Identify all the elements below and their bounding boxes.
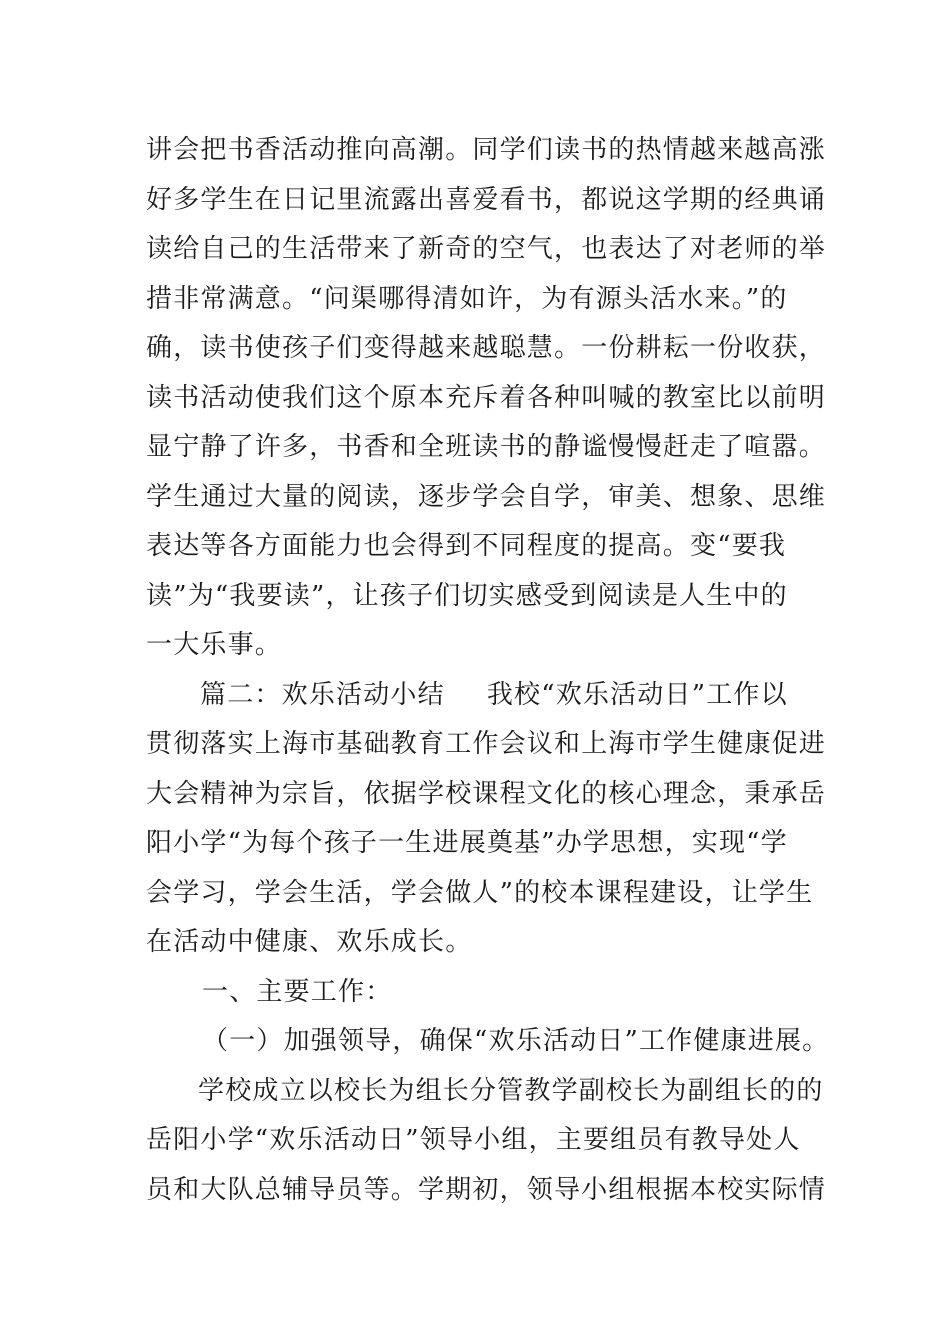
heading-subsection-1: （一）加强领导，确保“欢乐活动日”工作健康进展。 [202,1026,830,1056]
text-line: 大会精神为宗旨，依据学校课程文化的核心理念，秉承岳 [146,778,827,809]
heading-main-work: 一、主要工作： [202,976,393,1007]
text-line: 一大乐事。 [146,630,283,660]
text-line: 显宁静了许多，书香和全班读书的静谧慢慢赶走了喧嚣。 [146,432,827,462]
text-line: 读”为“我要读”，让孩子们切实感受到阅读是人生中的 [146,580,788,611]
text-line: 贯彻落实上海市基础教育工作会议和上海市学生健康促进 [146,729,827,759]
section-title: 篇二：欢乐活动小结 [200,679,445,710]
text-line: 措非常满意。“问渠哪得清如许，为有源头活水来。”的 [146,283,788,314]
text-line: 读书活动使我们这个原本充斥着各种叫喊的教室比以前明 [146,382,827,413]
text-line: 确，读书使孩子们变得越来越聪慧。一份耕耘一份收获， [146,333,827,363]
text-line: 表达等各方面能力也会得到不同程度的提高。变“要我 [146,531,787,561]
text-line: 学生通过大量的阅读，逐步学会自学，审美、想象、思维 [146,481,827,512]
text-line: 学校成立以校长为组长分管教学副校长为副组长的的 [198,1075,824,1106]
text-line: 会学习，学会生活，学会做人”的校本课程建设，让学生 [146,877,814,908]
text-line: 阳小学“为每个孩子一生进展奠基”办学思想，实现“学 [146,828,788,858]
text-line: 在活动中健康、欢乐成长。 [146,927,473,957]
text-line: 好多学生在日记里流露出喜爱看书，都说这学期的经典诵 [146,184,827,215]
text-line: 讲会把书香活动推向高潮。同学们读书的热情越来越高涨 [146,135,827,165]
text-line: 我校“欢乐活动日”工作以 [486,679,788,710]
text-line: 员和大队总辅导员等。学期初，领导小组根据本校实际情 [146,1174,827,1205]
text-line: 岳阳小学“欢乐活动日”领导小组，主要组员有教导处人 [146,1125,801,1155]
document-body [146,126,830,1215]
section-title-line [146,671,810,721]
text-line: 读给自己的生活带来了新奇的空气，也表达了对老师的举 [146,234,827,264]
